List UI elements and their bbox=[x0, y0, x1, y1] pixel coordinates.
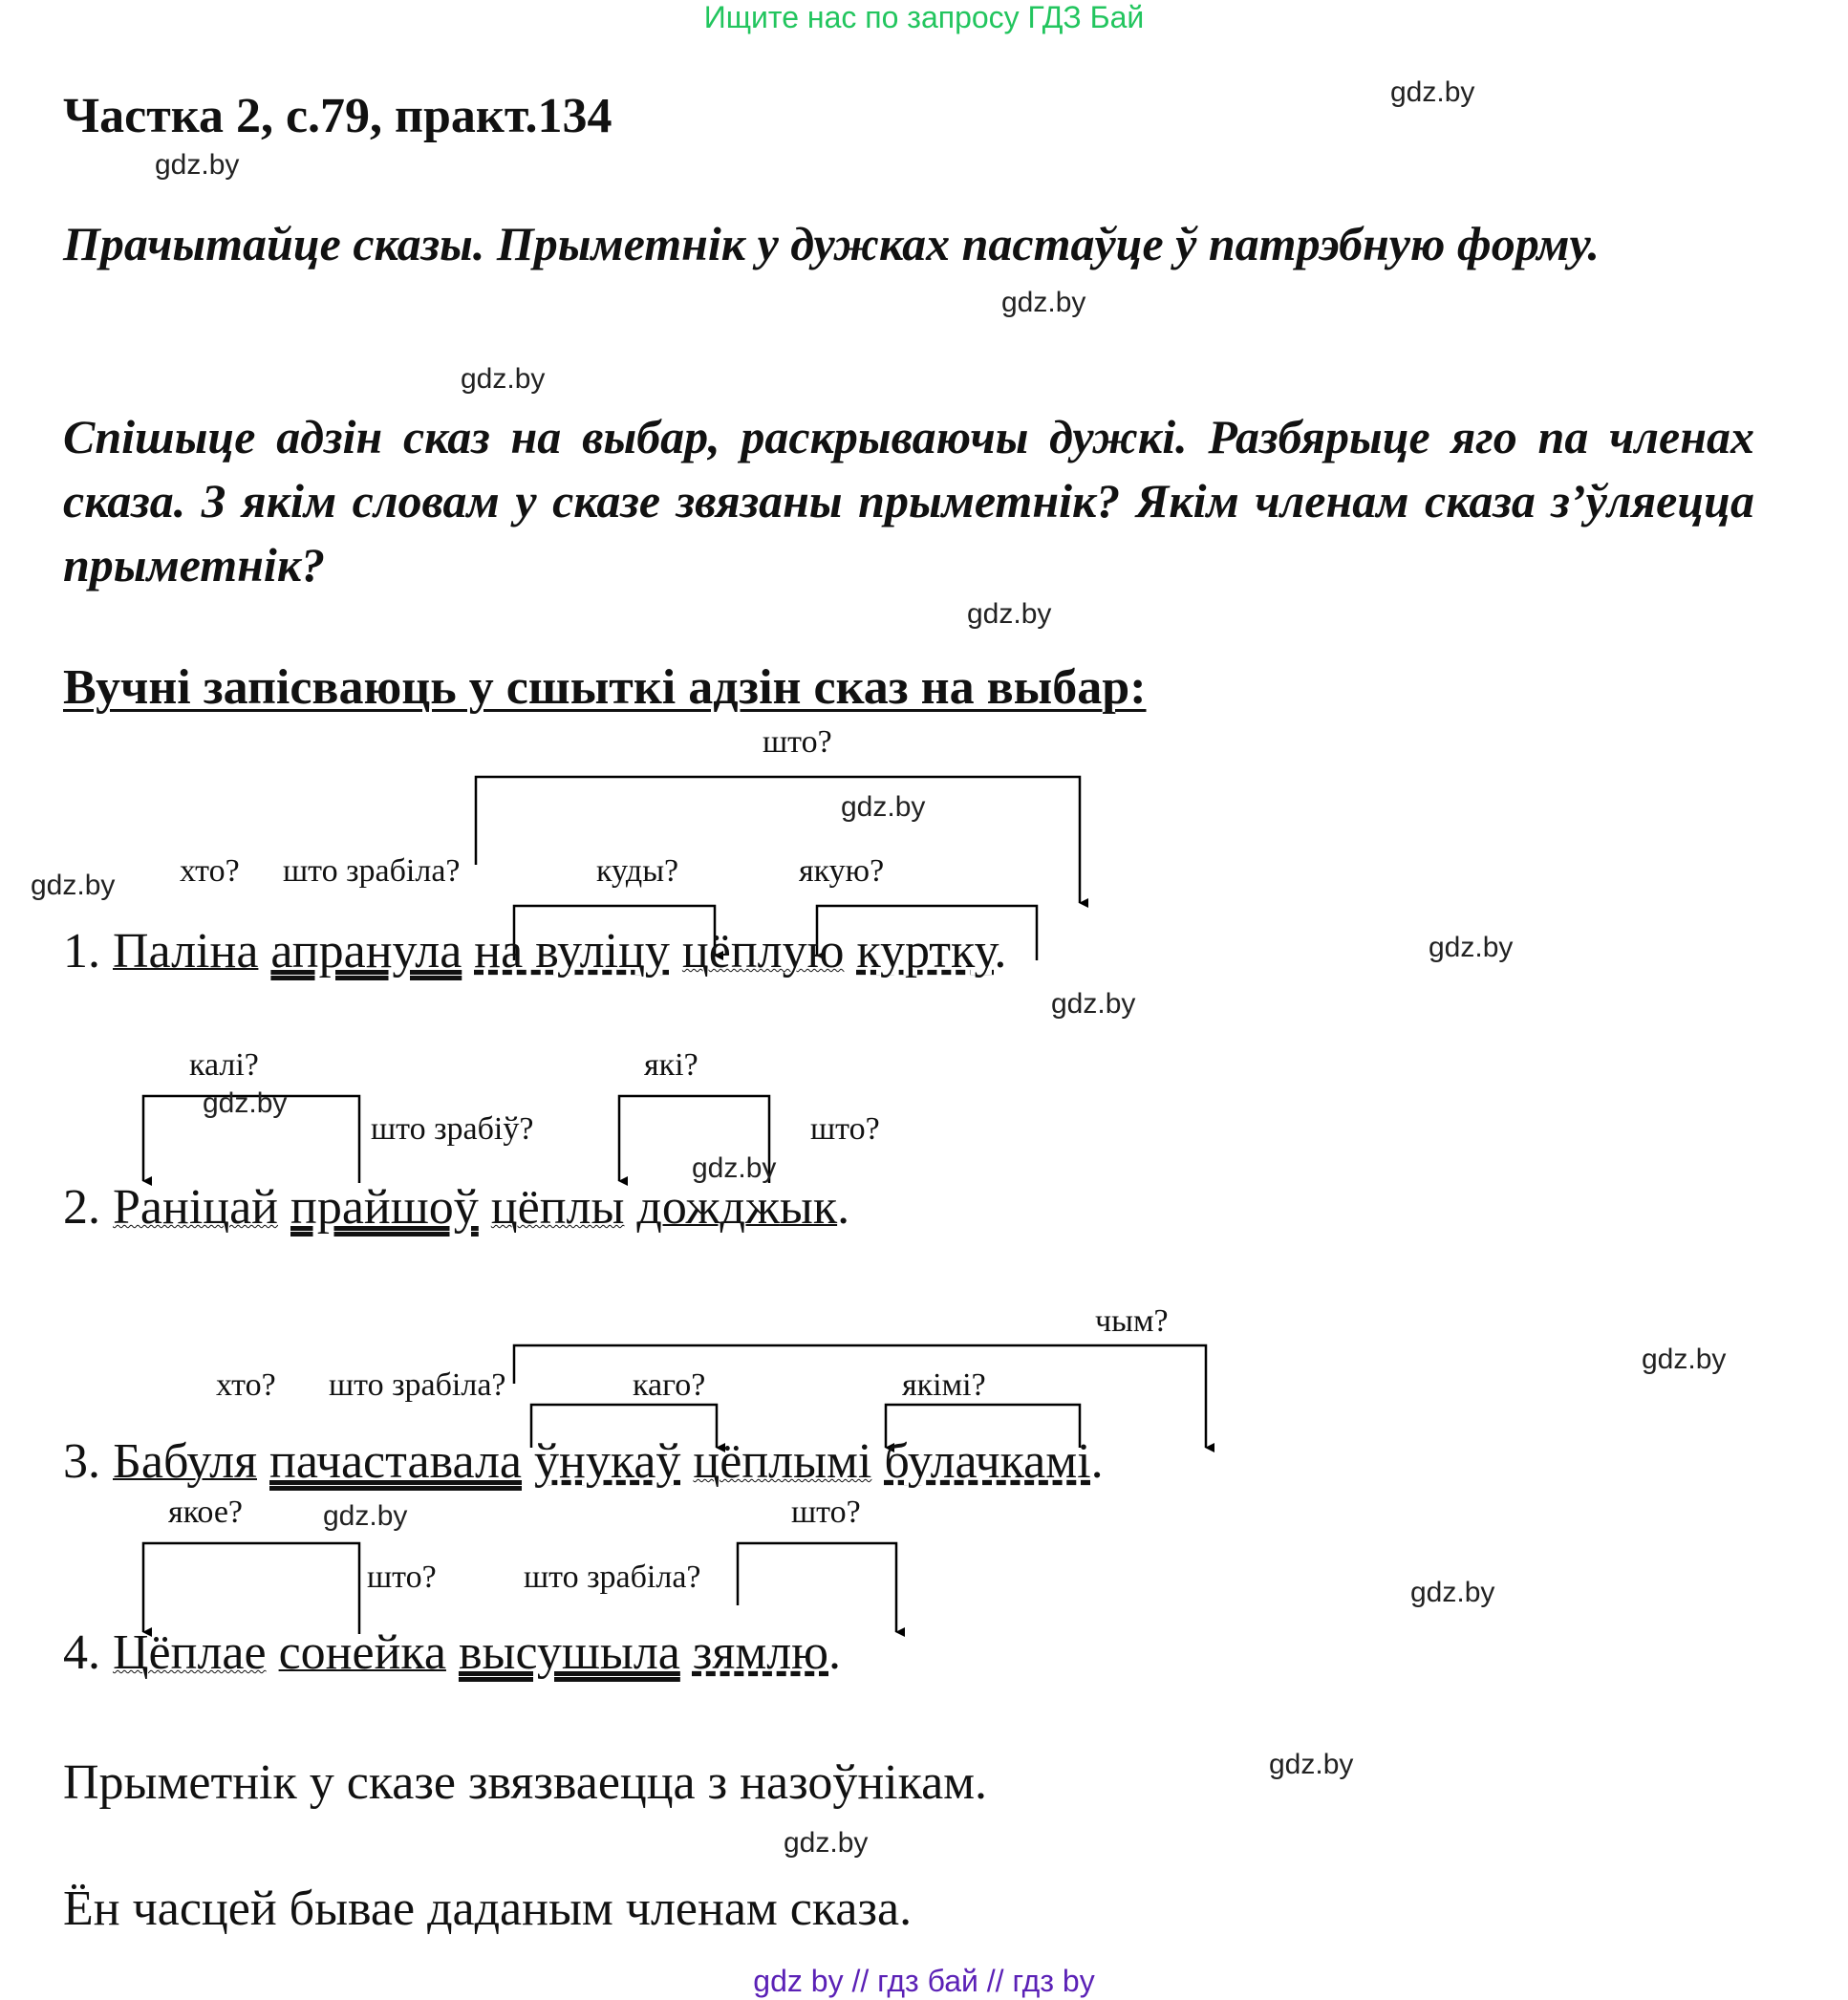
s4-attribute: Цёплае bbox=[113, 1625, 267, 1680]
s4-question-shto: што? bbox=[367, 1559, 437, 1595]
s3-question-chym: чым? bbox=[1095, 1303, 1169, 1339]
s1-subject: Паліна bbox=[113, 924, 259, 978]
s3-subject: Бабуля bbox=[113, 1434, 257, 1489]
s4-question-shto-zrabila: што зрабіла? bbox=[524, 1559, 701, 1595]
s4-bracket-attribute bbox=[143, 1543, 359, 1634]
s3-question-khto: хто? bbox=[216, 1367, 276, 1403]
watermark-16: gdz.by bbox=[784, 1827, 869, 1859]
s2-predicate: прайшоў bbox=[290, 1180, 479, 1235]
watermark-1: gdz.by bbox=[1390, 76, 1475, 108]
s4-question-shto-2: што? bbox=[791, 1495, 861, 1530]
s4-subject: сонейка bbox=[278, 1625, 446, 1680]
s4-question-yakoe: якое? bbox=[168, 1495, 244, 1530]
section-heading: Вучні запісваюць у сшыткі адзін сказ на выбар: bbox=[63, 660, 1147, 715]
s2-question-yaki: які? bbox=[644, 1047, 698, 1083]
s2-attribute: цёплы bbox=[490, 1180, 625, 1235]
s2-number: 2. bbox=[63, 1180, 100, 1235]
s1-question-khto: хто? bbox=[180, 853, 240, 889]
watermark-11: gdz.by bbox=[692, 1152, 777, 1184]
s2-question-kali: калі? bbox=[189, 1047, 259, 1083]
s3-predicate: пачаставала bbox=[269, 1434, 523, 1489]
watermark-3: gdz.by bbox=[1001, 287, 1086, 318]
s3-object-2: булачкамі bbox=[884, 1434, 1091, 1489]
s1-predicate: апранула bbox=[270, 924, 462, 978]
s4-object: зямлю bbox=[692, 1625, 829, 1680]
s1-question-yakuyu: якую? bbox=[799, 853, 885, 889]
sentence-3 bbox=[63, 1433, 1104, 1490]
task-instruction-2: Спішыце адзін сказ на выбар, раскрываючы дужкі. Разбярыце яго па членах сказа. З якім словам у сказе звязаны прыметнік? Якім членам сказа з’ўляецца прыметнік? bbox=[63, 410, 1754, 591]
s3-question-kago: каго? bbox=[633, 1367, 706, 1403]
watermark-6: gdz.by bbox=[841, 791, 926, 823]
s4-predicate: высушыла bbox=[458, 1625, 680, 1680]
s2-subject: дожджык bbox=[636, 1180, 838, 1235]
s1-bracket-object bbox=[476, 777, 1080, 903]
watermark-4: gdz.by bbox=[461, 363, 546, 395]
search-banner: Ищите нас по запросу ГДЗ Бай bbox=[703, 0, 1145, 34]
watermark-8: gdz.by bbox=[1429, 932, 1514, 963]
s1-attribute: цёплую bbox=[681, 924, 845, 978]
s3-question-shto-zrabila: што зрабіла? bbox=[329, 1367, 506, 1403]
s3-number: 3. bbox=[63, 1434, 100, 1489]
sentence-1 bbox=[63, 923, 1006, 979]
watermark-5: gdz.by bbox=[967, 598, 1052, 630]
s1-number: 1. bbox=[63, 924, 100, 978]
s4-bracket-object bbox=[738, 1543, 896, 1632]
page-title: Частка 2, с.79, практ.134 bbox=[63, 89, 612, 143]
s2-adverbial: Раніцай bbox=[113, 1180, 279, 1235]
s2-question-shto: што? bbox=[810, 1111, 880, 1147]
task-instruction-1: Прачытайце сказы. Прыметнік у дужках пастаўце ў патрэбную форму. bbox=[63, 217, 1601, 270]
s4-number: 4. bbox=[63, 1625, 100, 1680]
s2-period: . bbox=[837, 1180, 850, 1235]
watermark-12: gdz.by bbox=[1642, 1344, 1727, 1375]
s3-question-yakimi: якімі? bbox=[902, 1367, 986, 1403]
watermark-15: gdz.by bbox=[1269, 1749, 1354, 1780]
s3-period: . bbox=[1090, 1434, 1104, 1489]
footer-links: gdz by // гдз бай // гдз by bbox=[753, 1964, 1095, 1998]
s4-period: . bbox=[828, 1625, 842, 1680]
s2-question-shto-zrabiu: што зрабіў? bbox=[371, 1111, 534, 1147]
watermark-2: gdz.by bbox=[155, 149, 240, 181]
conclusion-1: Прыметнік у сказе звязваецца з назоўнікам. bbox=[63, 1755, 988, 1810]
watermark-10: gdz.by bbox=[203, 1087, 288, 1119]
s1-question-kudy: куды? bbox=[596, 853, 679, 889]
s1-question-shto: што? bbox=[763, 724, 832, 760]
s1-question-shto-zrabila: што зрабіла? bbox=[283, 853, 461, 889]
watermark-14: gdz.by bbox=[1410, 1577, 1495, 1608]
sentence-2 bbox=[63, 1179, 849, 1236]
s3-bracket-object-chym bbox=[514, 1345, 1206, 1448]
s1-period: . bbox=[994, 924, 1007, 978]
watermark-7: gdz.by bbox=[31, 870, 116, 901]
s3-object: ўнукаў bbox=[534, 1434, 681, 1489]
conclusion-2: Ён часцей бывае даданым членам сказа. bbox=[63, 1882, 913, 1936]
s3-attribute: цёплымі bbox=[693, 1434, 872, 1489]
s1-adverbial: на вуліцу bbox=[474, 924, 670, 978]
watermark-13: gdz.by bbox=[323, 1500, 408, 1532]
watermark-9: gdz.by bbox=[1051, 988, 1136, 1020]
sentence-4 bbox=[63, 1624, 841, 1681]
s1-object: куртку bbox=[856, 924, 995, 978]
